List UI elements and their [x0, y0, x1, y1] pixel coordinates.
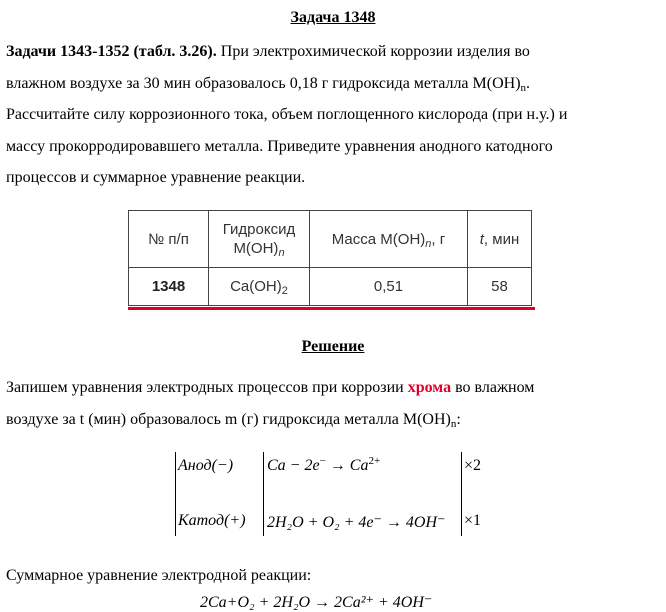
equations-left-bar [175, 452, 176, 536]
table-header-row [129, 211, 532, 268]
cell-time: 58 [468, 268, 532, 306]
equations-mid-bar [263, 452, 264, 536]
page-title: Задача 1348 [290, 9, 376, 26]
header-hydroxide-line2 [209, 239, 309, 258]
problem-line-5: процессов и суммарное уравнение реакции. [6, 169, 306, 186]
anode-eq-right: → Ca [325, 457, 369, 474]
solution-subscript: n [450, 417, 457, 430]
anode-multiplier: ×2 [464, 457, 482, 474]
cathode-equation: 2H₂O + O₂ + 4e⁻ → 4OH⁻ [267, 514, 446, 531]
solution-line-1-text: Запишем уравнения электродных процессов при коррозии [6, 379, 408, 396]
header-num: № п/п [129, 211, 209, 268]
solution-line-2-colon: : [456, 410, 461, 428]
header-hydroxide-formula: M(OH) [233, 240, 279, 257]
header-mass-text: Масса M(OH) [331, 230, 426, 248]
cell-num: 1348 [129, 268, 209, 306]
solution-line-2-text: воздухе за t (мин) образовалось m (г) гидроксида металла M(OH) [6, 410, 451, 428]
anode-eq-charge: 2+ [368, 455, 381, 467]
anode-label: Анод(−) [178, 457, 234, 474]
problem-line-3: Рассчитайте силу коррозионного тока, объем поглощенного кислорода (при н.у.) и [6, 106, 568, 123]
problem-line-2: влажном воздухе за 30 мин образовалось 0,18 г гидроксида металла $M(OH)_n$. [6, 74, 531, 94]
anode-eq-left: Ca − 2e [267, 457, 320, 474]
table-underline [128, 307, 535, 310]
header-mass-sub: n [425, 237, 432, 250]
cathode-label: Катод(+) [178, 512, 246, 529]
header-mass [310, 211, 468, 268]
solution-line-1-end: во влажном [451, 379, 535, 396]
table-row [129, 268, 532, 306]
problem-line-1-text: При электрохимической коррозии изделия во [216, 43, 530, 60]
solution-line-2 [6, 404, 654, 436]
metal-highlight: хрома [407, 379, 452, 396]
solution-title: Решение [301, 338, 365, 355]
header-hydroxide-line1: Гидроксид [222, 221, 296, 238]
problem-line-2-text: влажном воздухе за 30 мин образовалось 0,18 г гидроксида металла M(OH) [6, 74, 521, 92]
cathode-multiplier: ×1 [464, 512, 482, 529]
header-hydroxide-sub: n [278, 247, 285, 259]
problem-subscript: n [520, 81, 527, 94]
header-mass-unit: , г [431, 230, 446, 248]
data-table [128, 210, 532, 306]
header-time-unit: , мин [483, 230, 520, 248]
header-time [468, 211, 532, 268]
problem-line-1 [6, 36, 654, 68]
cell-hydroxide [209, 268, 310, 306]
problem-statement [6, 36, 654, 194]
cell-hydroxide-sub: 2 [281, 285, 288, 297]
cell-mass: 0,51 [310, 268, 468, 306]
header-hydroxide [209, 211, 310, 268]
solution-line-1 [6, 372, 654, 404]
solution-intro [6, 372, 654, 435]
cell-hydroxide-formula: Ca(OH) [230, 278, 282, 295]
header-time-symbol: t [479, 230, 484, 248]
problem-line-4: массу прокорродировавшего металла. Приведите уравнения анодного катодного [6, 137, 553, 155]
summary-equation: 2Ca+O₂ + 2H₂O → 2Ca²⁺ + 4OH⁻ [200, 594, 433, 611]
anode-equation: $Ca - 2e^- \to Ca^{2+}$ [267, 455, 381, 474]
summary-label: Суммарное уравнение электродной реакции: [6, 567, 312, 584]
problem-reference: Задачи 1343-1352 (табл. 3.26). [6, 43, 217, 60]
equations-right-bar [461, 452, 462, 536]
